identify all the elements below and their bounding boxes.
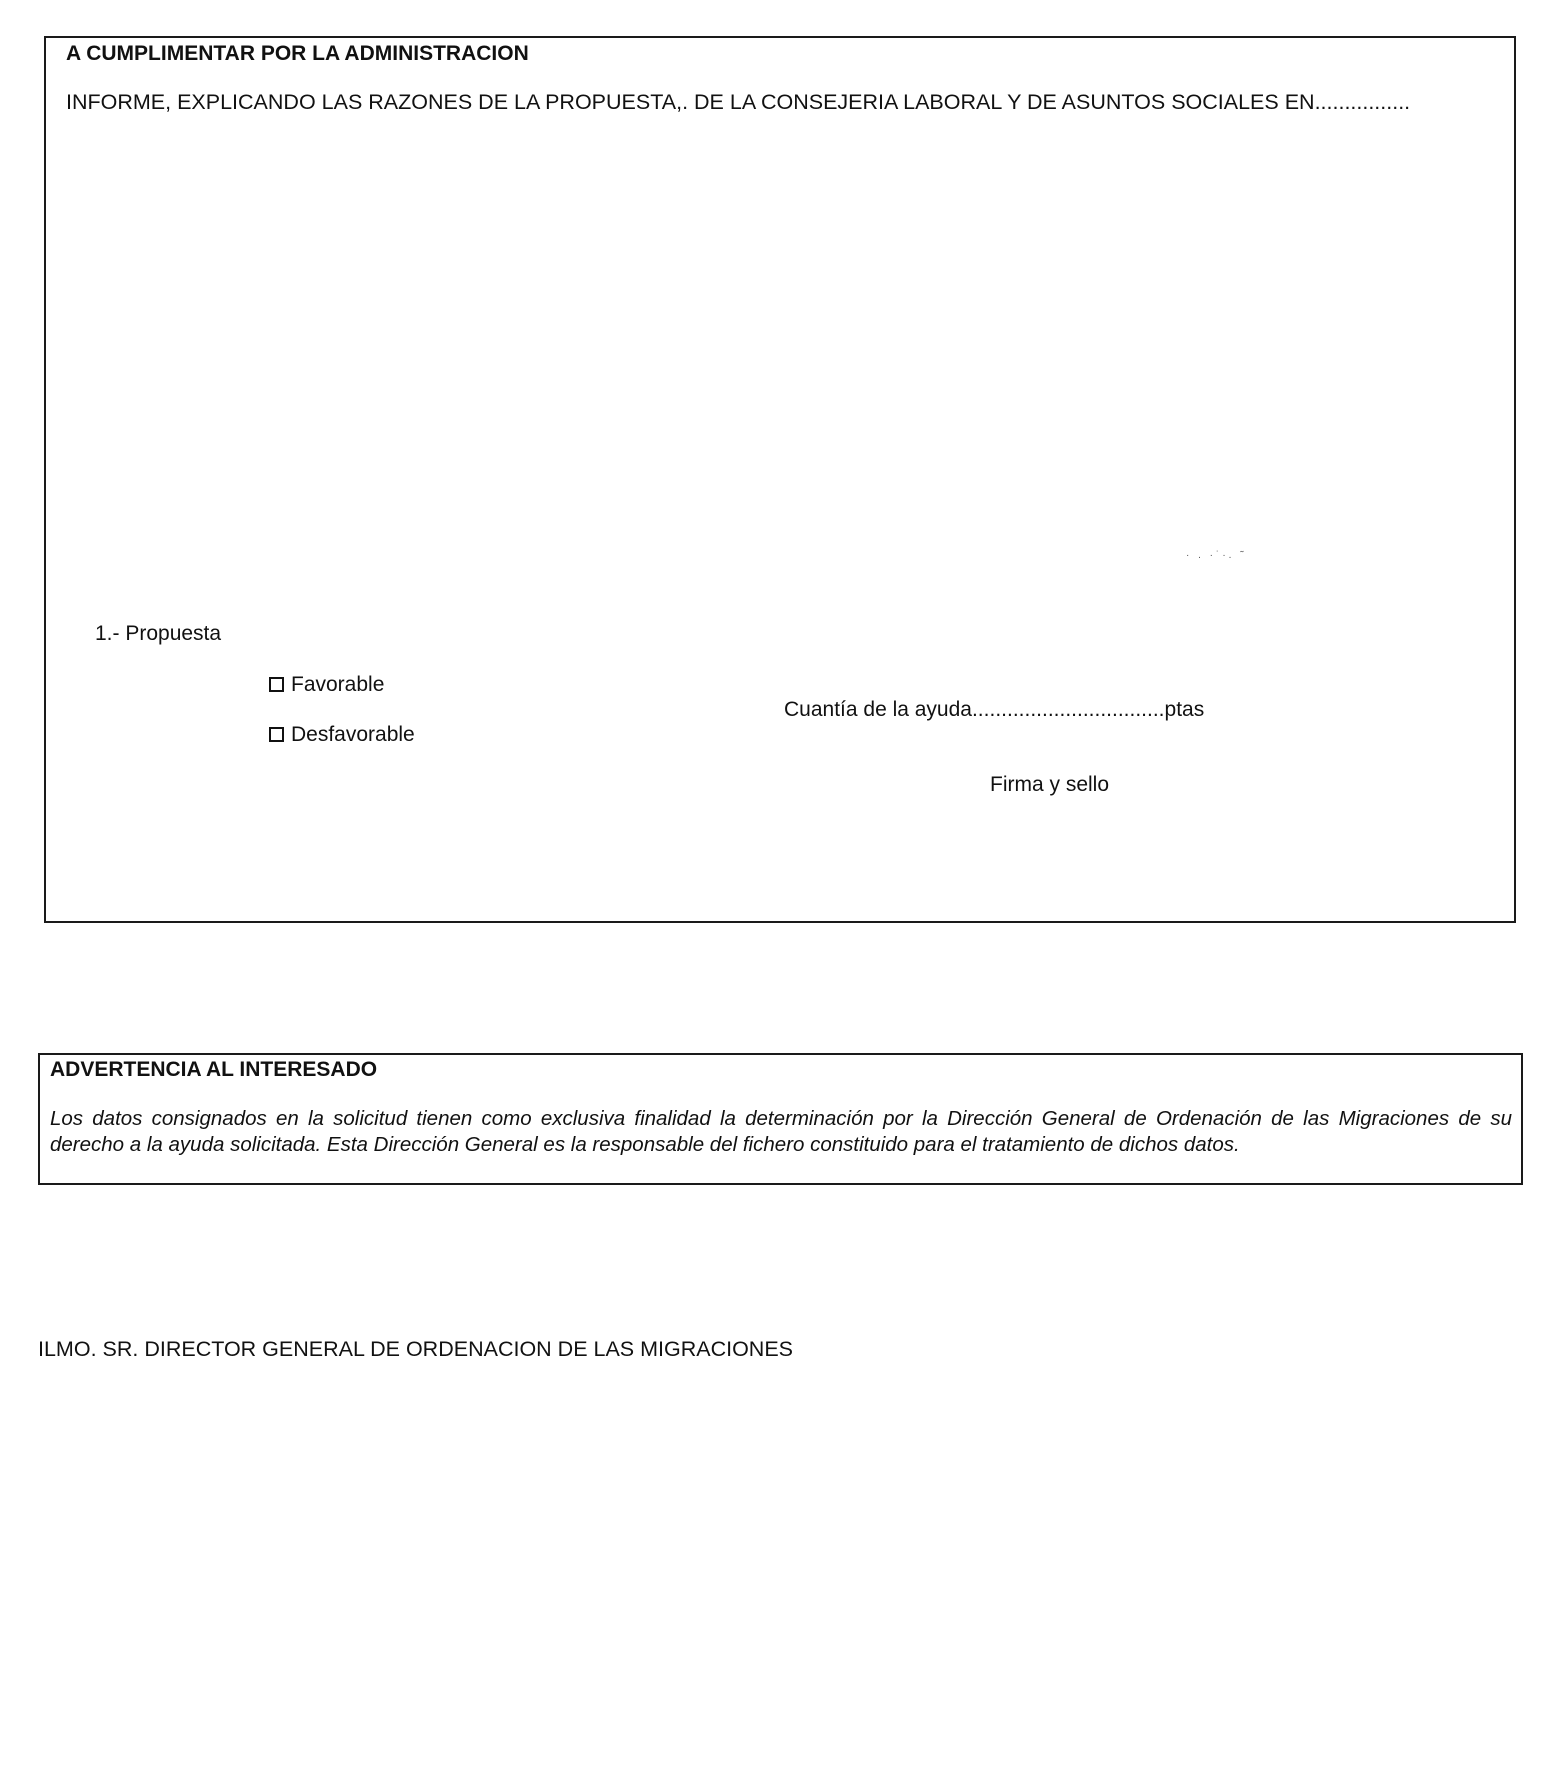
warning-section-header: ADVERTENCIA AL INTERESADO xyxy=(50,1058,378,1081)
administration-section-header: A CUMPLIMENTAR POR LA ADMINISTRACION xyxy=(66,42,529,65)
unfavorable-checkbox[interactable] xyxy=(269,727,284,742)
report-line: INFORME, EXPLICANDO LAS RAZONES DE LA PROPUESTA,. DE LA CONSEJERIA LABORAL Y DE ASUNTOS SOCIALES EN................ xyxy=(66,90,1411,114)
addressee-line: ILMO. SR. DIRECTOR GENERAL DE ORDENACION DE LAS MIGRACIONES xyxy=(38,1337,794,1361)
favorable-label: Favorable xyxy=(291,673,385,696)
aid-amount-field[interactable]: Cuantía de la ayuda.................................ptas xyxy=(784,698,1205,721)
unfavorable-label: Desfavorable xyxy=(291,723,415,746)
favorable-checkbox[interactable] xyxy=(269,677,284,692)
scan-speckle: · . ·˙·. ˜ xyxy=(1186,550,1247,561)
favorable-option[interactable] xyxy=(269,673,384,697)
signature-label: Firma y sello xyxy=(990,773,1110,796)
unfavorable-option[interactable] xyxy=(269,723,415,747)
warning-text: Los datos consignados en la solicitud tienen como exclusiva finalidad la determinación por la Dirección General de Ordenación de las Migraciones de su derecho a la ayuda solicitada. Esta Dirección General es la responsable del fichero constituido para el tratamiento de dichos datos. xyxy=(50,1107,1512,1156)
administration-section xyxy=(44,36,1516,923)
warning-section xyxy=(38,1053,1523,1185)
proposal-label: 1.- Propuesta xyxy=(95,622,222,645)
